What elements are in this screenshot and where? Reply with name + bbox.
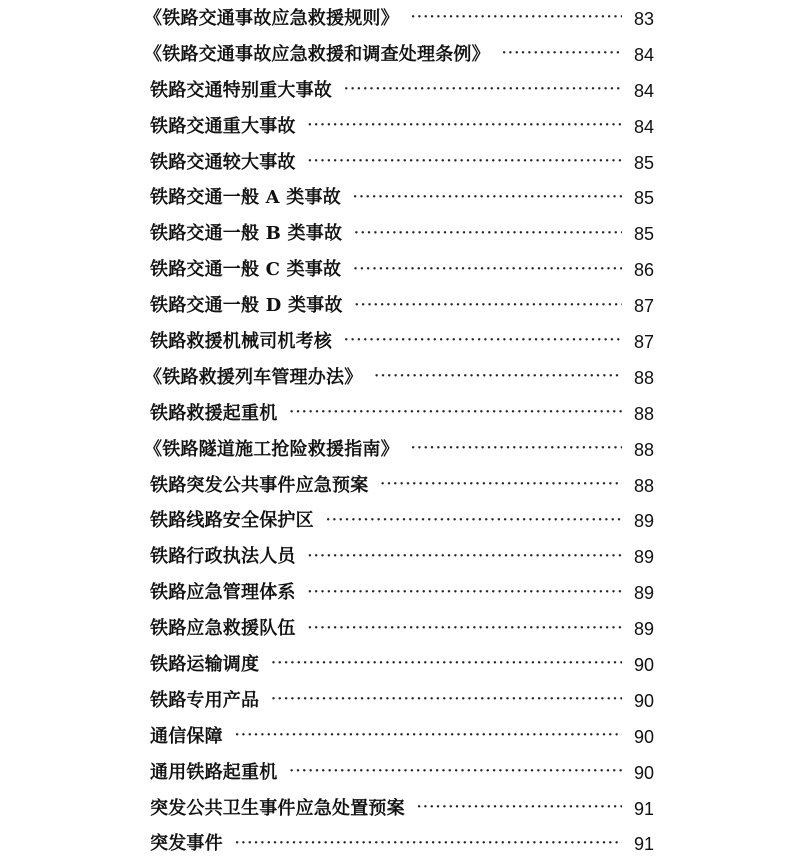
toc-page-number: 87 [633,296,654,317]
dot-leader [355,299,622,312]
toc-page-number: 88 [633,403,654,424]
toc-page-number: 90 [633,726,654,747]
toc-page-number: 86 [633,260,654,281]
dot-leader [344,334,622,347]
toc-entry-title: 铁路应急管理体系 [150,582,296,604]
toc-entry-title: 铁路救援起重机 [150,402,278,424]
toc-entry[interactable] [150,791,654,827]
dot-leader [308,155,622,168]
toc-entry-title: 突发公共卫生事件应急处置预案 [150,797,405,819]
toc-page-number: 84 [633,80,654,101]
dot-leader [326,514,622,527]
toc-page-number: 89 [633,547,654,568]
toc-entry[interactable] [150,468,654,504]
toc-entry[interactable] [144,37,654,73]
toc-entry[interactable] [150,575,654,611]
dot-leader [308,586,622,599]
toc-page-number: 88 [633,367,654,388]
dot-leader [354,227,622,240]
toc-entry[interactable] [150,503,654,539]
toc-entry[interactable] [150,826,654,862]
toc-page-number: 85 [633,188,654,209]
dot-leader [235,729,622,742]
toc-page-number: 90 [633,654,654,675]
toc-entry[interactable] [150,683,654,719]
toc-entry[interactable] [150,324,654,360]
dot-leader [417,801,622,814]
toc-entry[interactable] [150,539,654,575]
toc-page-number: 89 [633,511,654,532]
toc-entry[interactable] [150,216,654,252]
toc-entry-title: 《铁路隧道施工抢险救援指南》 [144,438,399,460]
toc-entry-title: 铁路交通一般 B 类事故 [150,223,343,245]
toc-entry-title: 《铁路救援列车管理办法》 [144,366,363,388]
dot-leader [289,406,622,419]
dot-leader [271,657,622,670]
toc-entry[interactable] [144,432,654,468]
toc-entry-title: 铁路交通一般 D 类事故 [150,295,343,317]
toc-entry-title: 铁路线路安全保护区 [150,510,314,532]
toc-entry[interactable] [150,73,654,109]
toc-page-number: 91 [633,834,654,855]
toc-entry-title: 《铁路交通事故应急救援和调查处理条例》 [144,43,490,65]
toc-entry[interactable] [144,1,654,37]
toc-entry-title: 突发事件 [150,833,223,855]
toc-page-number: 91 [633,798,654,819]
toc-page-number: 90 [633,690,654,711]
toc-page-number: 88 [633,475,654,496]
dot-leader [308,119,622,132]
dot-leader [353,191,622,204]
toc-entry-title: 铁路交通一般 C 类事故 [150,259,342,281]
dot-leader [411,11,622,24]
toc-entry[interactable] [144,360,654,396]
dot-leader [308,622,622,635]
toc-entry[interactable] [150,288,654,324]
dot-leader [235,837,622,850]
dot-leader [502,47,622,60]
toc-page-number: 84 [633,116,654,137]
toc-entry-title: 铁路专用产品 [150,689,260,711]
dot-leader [411,442,622,455]
dot-leader [353,263,622,276]
toc-entry[interactable] [150,396,654,432]
toc-entry-title: 铁路救援机械司机考核 [150,330,332,352]
toc-entry[interactable] [150,755,654,791]
toc-entry-title: 铁路交通特别重大事故 [150,79,332,101]
toc-entry[interactable] [150,145,654,181]
table-of-contents [144,1,654,862]
toc-page-number: 84 [633,44,654,65]
toc-entry-title: 铁路行政执法人员 [150,546,296,568]
dot-leader [271,693,622,706]
toc-page-number: 85 [633,224,654,245]
toc-entry[interactable] [150,252,654,288]
toc-entry-title: 铁路应急救援队伍 [150,618,296,640]
toc-entry-title: 铁路交通较大事故 [150,151,296,173]
dot-leader [289,765,622,778]
toc-entry[interactable] [150,109,654,145]
toc-entry-title: 铁路交通一般 A 类事故 [150,187,341,209]
toc-entry[interactable] [150,180,654,216]
toc-page-number: 89 [633,619,654,640]
toc-entry-title: 《铁路交通事故应急救援规则》 [144,7,399,29]
toc-page-number: 85 [633,152,654,173]
dot-leader [344,83,622,96]
dot-leader [308,550,622,563]
toc-entry[interactable] [150,719,654,755]
toc-page-number: 83 [633,8,654,29]
toc-entry-title: 铁路突发公共事件应急预案 [150,474,369,496]
toc-page-number: 90 [633,762,654,783]
dot-leader [380,478,622,491]
dot-leader [374,370,622,383]
toc-entry-title: 铁路交通重大事故 [150,115,296,137]
toc-page-number: 88 [633,439,654,460]
toc-page-number: 89 [633,583,654,604]
toc-entry-title: 铁路运输调度 [150,653,260,675]
toc-entry[interactable] [150,611,654,647]
toc-entry-title: 通用铁路起重机 [150,761,278,783]
toc-page-number: 87 [633,331,654,352]
toc-entry[interactable] [150,647,654,683]
toc-entry-title: 通信保障 [150,725,223,747]
